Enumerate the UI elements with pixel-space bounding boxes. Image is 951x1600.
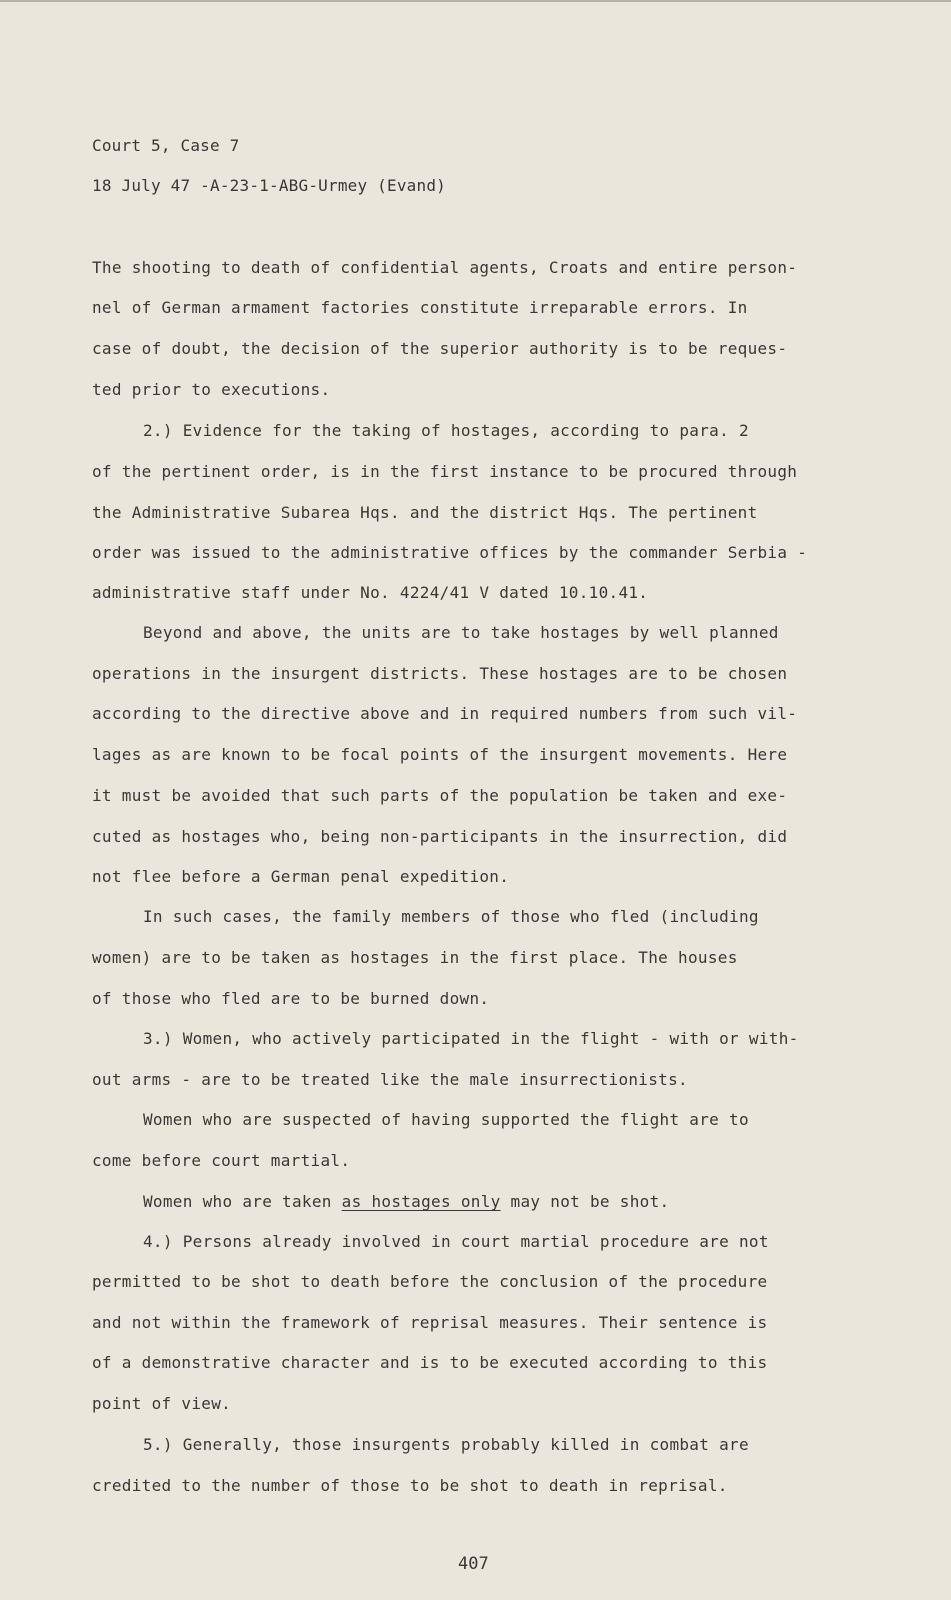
text-line: and not within the framework of reprisal measures. Their sentence is xyxy=(92,1313,768,1332)
court-case-heading: Court 5, Case 7 xyxy=(92,136,240,155)
text-line: operations in the insurgent districts. These hostages are to be chosen xyxy=(92,664,788,683)
paragraph-2-start: 2.) Evidence for the taking of hostages, according to para. 2 xyxy=(143,421,749,440)
text-line: of the pertinent order, is in the first instance to be procured through xyxy=(92,462,798,481)
paragraph-5-start: 5.) Generally, those insurgents probably killed in combat are xyxy=(143,1435,749,1454)
text-line: the Administrative Subarea Hqs. and the district Hqs. The pertinent xyxy=(92,503,758,522)
text-line: credited to the number of those to be shot to death in reprisal. xyxy=(92,1476,728,1495)
paragraph-4-start: 4.) Persons already involved in court martial procedure are not xyxy=(143,1232,769,1251)
text-line: administrative staff under No. 4224/41 V dated 10.10.41. xyxy=(92,583,649,602)
text-line: ted prior to executions. xyxy=(92,380,331,399)
text-line: cuted as hostages who, being non-participants in the insurrection, did xyxy=(92,827,788,846)
text-line: point of view. xyxy=(92,1394,232,1413)
document-reference: 18 July 47 -A-23-1-ABG-Urmey (Evand) xyxy=(92,176,446,195)
text-line: come before court martial. xyxy=(92,1151,351,1170)
text-line: The shooting to death of confidential agents, Croats and entire person- xyxy=(92,258,798,277)
text-line: women) are to be taken as hostages in the first place. The houses xyxy=(92,948,738,967)
text-line: according to the directive above and in required numbers from such vil- xyxy=(92,704,798,723)
underlined-emphasis: as hostages only xyxy=(341,1192,501,1211)
hostage-rule-line xyxy=(143,1192,669,1211)
text-line: not flee before a German penal expedition. xyxy=(92,867,510,886)
text-line: of a demonstrative character and is to be executed according to this xyxy=(92,1353,768,1372)
paragraph-start: In such cases, the family members of those who fled (including xyxy=(143,907,759,926)
text-line: out arms - are to be treated like the male insurrectionists. xyxy=(92,1070,688,1089)
text-segment: Women who are taken xyxy=(143,1192,342,1211)
paragraph-start: Beyond and above, the units are to take hostages by well planned xyxy=(143,623,779,642)
paragraph-3-start: 3.) Women, who actively participated in the flight - with or with- xyxy=(143,1029,799,1048)
text-line: nel of German armament factories constitute irreparable errors. In xyxy=(92,298,748,317)
text-line: order was issued to the administrative offices by the commander Serbia - xyxy=(92,543,808,562)
text-line: permitted to be shot to death before the conclusion of the procedure xyxy=(92,1272,768,1291)
text-line: it must be avoided that such parts of the population be taken and exe- xyxy=(92,786,788,805)
text-line: lages as are known to be focal points of the insurgent movements. Here xyxy=(92,745,788,764)
text-line: of those who fled are to be burned down. xyxy=(92,989,490,1008)
text-segment: may not be shot. xyxy=(500,1192,670,1211)
text-line: case of doubt, the decision of the superior authority is to be reques- xyxy=(92,339,788,358)
page-number: 407 xyxy=(458,1554,489,1574)
paragraph-start: Women who are suspected of having supported the flight are to xyxy=(143,1110,749,1129)
